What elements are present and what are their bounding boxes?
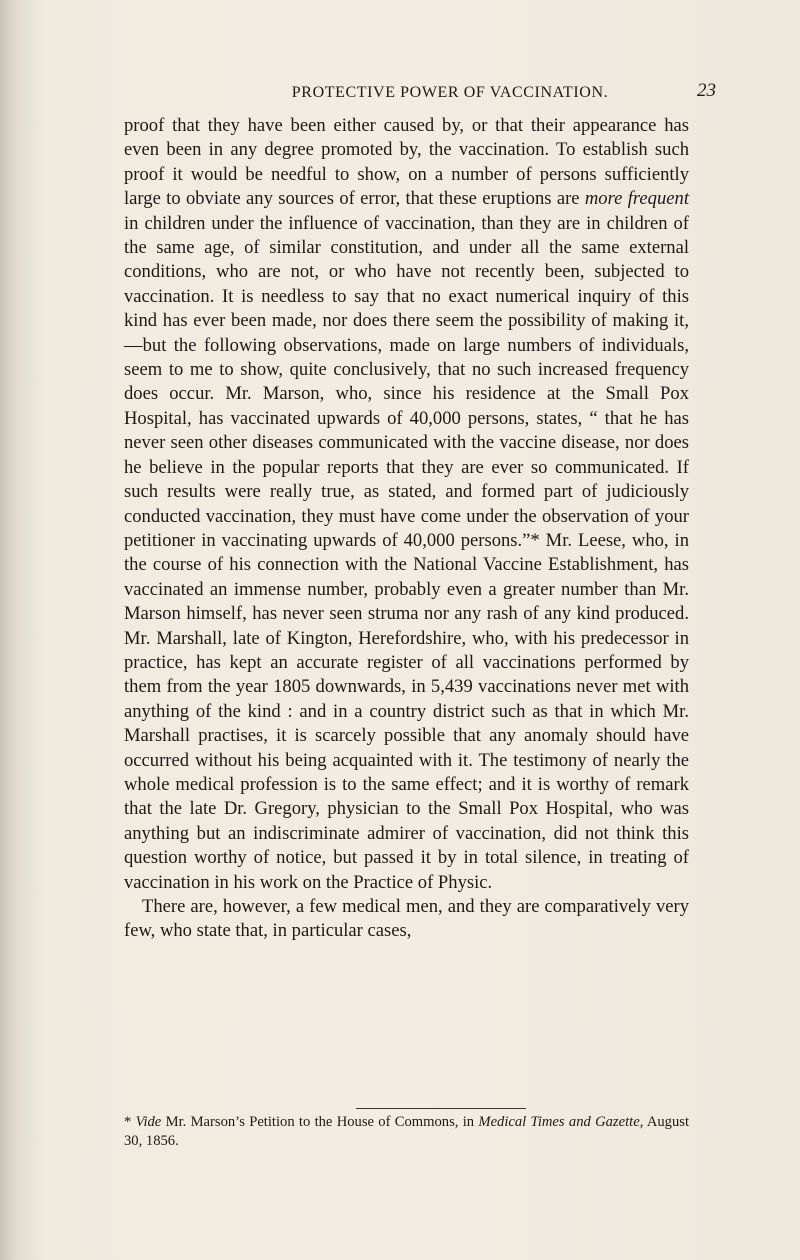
paragraph-1-part-a: proof that they have been either caused by, or that their appearance has even been in any degree promoted by, the vaccination. To establish such proof it would be needful to show, on a number of persons sufficiently large to obviate any sources of error, that these eruptions are: [124, 115, 689, 210]
footnote-text-a: Mr. Marson’s Petition to the House of Commons, in: [161, 1114, 479, 1130]
footnote-divider: [356, 1108, 526, 1109]
footnote-marker: *: [124, 1114, 136, 1130]
paragraph-1-part-b: in children under the influence of vaccination, than they are in children of the same age, of similar constitution, and under all the same external conditions, who are not, or who have not recently been, subjected to vaccination. It is needless to say that no exact numerical inquiry of this kind has ever been made, nor does there seem the possibility of making it, —but the following observations, made on large numbers of individuals, seem to me to show, quite conclusively, that no such increased frequency does occur. Mr. Marson, who, since his residence at the Small Pox Hospital, has vaccinated upwards of 40,000 persons, states, “ that he has never seen other diseases communicated with the vaccine disease, nor does he believe in the popular reports that they are ever so communicated. If such results were really true, as stated, and formed part of judiciously conducted vaccination, they must have come under the observation of your petitioner in vaccinating upwards of 40,000 persons.”* Mr. Leese, who, in the course of his connection with the National Vaccine Establishment, has vaccinated an immense number, probably even a greater number than Mr. Marson himself, has never seen struma nor any rash of any kind produced. Mr. Marshall, late of Kington, Herefordshire, who, with his predecessor in practice, has kept an accurate register of all vaccinations performed by them from the year 1805 downwards, in 5,439 vaccinations never met with anything of the kind : and in a country district such as that in which Mr. Marshall practises, it is scarcely possible that any anomaly should have occurred without his being acquainted with it. The testimony of nearly the whole medical profession is to the same effect; and it is worthy of remark that the late Dr. Gregory, physician to the Small Pox Hospital, who was anything but an indiscriminate admirer of vaccination, did not think this question worthy of notice, but passed it by in total silence, in treating of vaccination in his work on the Practice of Physic.: [124, 212, 689, 893]
footnote: [124, 1113, 689, 1151]
paragraph-2: There are, however, a few medical men, and they are comparatively very few, who state that, in particular cases,: [124, 896, 689, 942]
emphasis-more-frequent: more frequent: [584, 188, 689, 210]
paragraph-1: [124, 114, 689, 895]
body-text: [124, 114, 689, 944]
running-header: PROTECTIVE POWER OF VACCINATION.: [291, 84, 609, 101]
footnote-journal: Medical Times and Gazette: [478, 1114, 640, 1130]
footnote-vide: Vide: [135, 1114, 162, 1130]
footnote-text-b: , August 30, 1856.: [124, 1114, 690, 1149]
page-number: 23: [697, 80, 716, 101]
